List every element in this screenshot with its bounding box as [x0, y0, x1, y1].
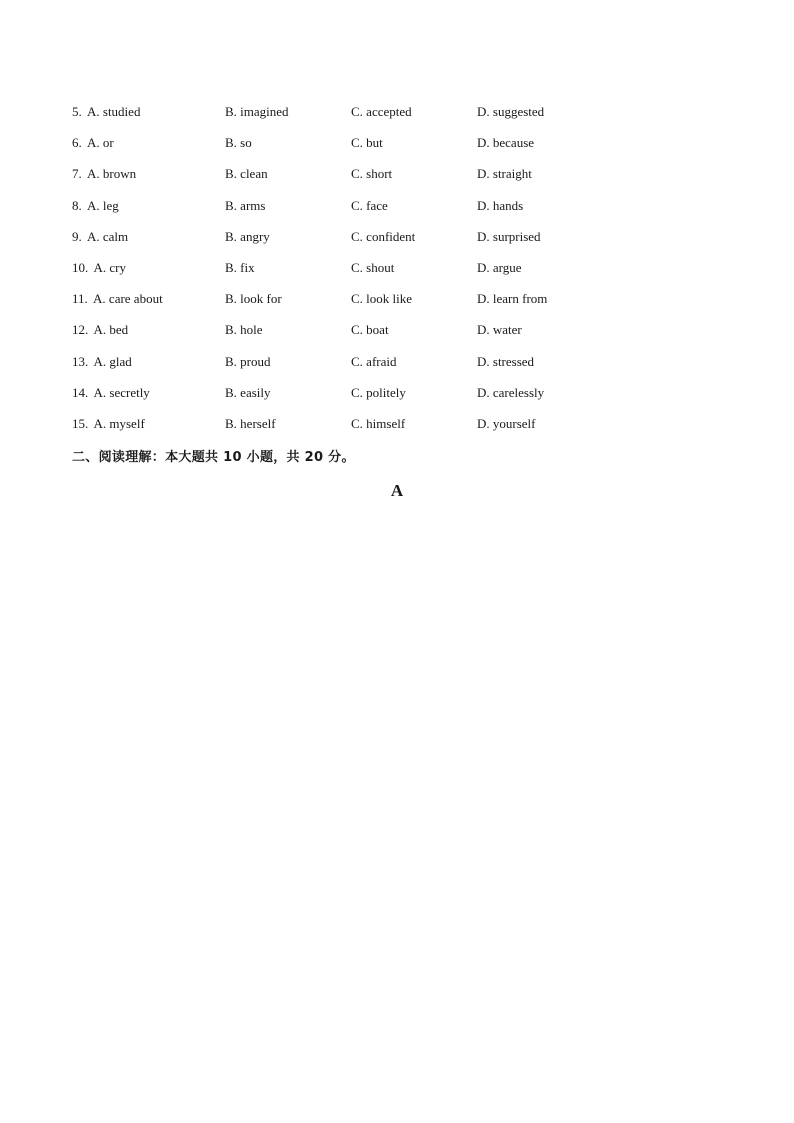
- option-c: C. look like: [351, 291, 413, 307]
- question-number-option-a: [72, 103, 140, 121]
- question-number-option-a: [72, 228, 128, 246]
- question-number: 10.: [72, 259, 89, 275]
- question-number-option-a: [72, 259, 126, 277]
- option-c: C. boat: [351, 322, 389, 338]
- question-number-option-a: [72, 197, 119, 215]
- question-number: 15.: [72, 415, 89, 431]
- option-b: B. imagined: [225, 104, 289, 119]
- option-a: A. myself: [93, 415, 145, 431]
- option-c: C. afraid: [351, 353, 397, 369]
- question-number-option-a: [72, 415, 145, 433]
- option-b: B. hole: [225, 322, 263, 338]
- option-d: D. learn from: [477, 291, 548, 307]
- option-b: B. look for: [225, 291, 282, 307]
- option-c: C. shout: [351, 259, 395, 275]
- question-number: 8.: [72, 197, 82, 213]
- option-a: A. leg: [87, 197, 119, 213]
- question-number-option-a: [72, 384, 150, 402]
- question-number-option-a: [72, 134, 114, 152]
- option-d: D. stressed: [477, 353, 535, 369]
- section-heading: 二、阅读理解：本大题共 10 小题，共 20 分。: [72, 450, 355, 465]
- option-c: C. politely: [351, 384, 406, 400]
- option-a: A. calm: [87, 228, 129, 244]
- question-number: 11.: [72, 291, 88, 307]
- option-c: C. face: [351, 197, 388, 213]
- question-number: 9.: [72, 228, 82, 244]
- question-number: 14.: [72, 384, 89, 400]
- option-a: A. studied: [87, 104, 141, 119]
- option-b: B. easily: [225, 384, 271, 400]
- option-a: A. glad: [93, 353, 132, 369]
- option-d: D. carelessly: [477, 384, 545, 400]
- option-b: B. herself: [225, 415, 276, 431]
- option-d: D. yourself: [477, 415, 536, 431]
- question-number-option-a: [72, 165, 136, 183]
- option-d: D. water: [477, 322, 522, 338]
- option-d: D. argue: [477, 259, 522, 275]
- option-c: C. accepted: [351, 104, 412, 119]
- option-d: D. suggested: [477, 104, 545, 119]
- option-b: B. arms: [225, 197, 266, 213]
- option-a: A. care about: [93, 291, 163, 307]
- question-number: 5.: [72, 104, 82, 119]
- option-a: A. or: [87, 135, 114, 151]
- question-number: 13.: [72, 353, 89, 369]
- question-number: 6.: [72, 135, 82, 151]
- option-d: D. straight: [477, 166, 532, 182]
- option-c: C. confident: [351, 228, 416, 244]
- question-number: 7.: [72, 166, 82, 182]
- question-number-option-a: [72, 290, 163, 308]
- option-b: B. proud: [225, 353, 271, 369]
- option-a: A. bed: [93, 322, 129, 338]
- option-a: A. cry: [93, 259, 126, 275]
- option-b: B. so: [225, 135, 252, 151]
- option-d: D. surprised: [477, 228, 541, 244]
- option-b: B. fix: [225, 259, 255, 275]
- passage-label: A: [390, 481, 404, 500]
- option-c: C. but: [351, 135, 383, 151]
- option-c: C. himself: [351, 415, 406, 431]
- option-a: A. secretly: [93, 384, 150, 400]
- question-number-option-a: [72, 353, 132, 371]
- question-number: 12.: [72, 322, 89, 338]
- option-a: A. brown: [87, 166, 137, 182]
- option-d: D. hands: [477, 197, 524, 213]
- option-b: B. angry: [225, 228, 270, 244]
- option-c: C. short: [351, 166, 393, 182]
- option-b: B. clean: [225, 166, 268, 182]
- option-d: D. because: [477, 135, 535, 151]
- question-number-option-a: [72, 321, 128, 339]
